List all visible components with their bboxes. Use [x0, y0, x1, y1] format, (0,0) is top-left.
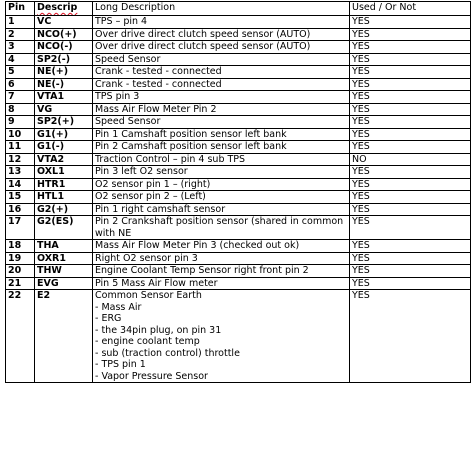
used-status-cell: YES: [350, 128, 471, 141]
used-status-cell: YES: [350, 277, 471, 290]
used-status-cell: YES: [350, 116, 471, 129]
long-description-cell: [93, 53, 350, 66]
pin-number-cell: 11: [6, 141, 35, 154]
table-row: [6, 66, 471, 79]
long-description-text: Engine Coolant Temp Sensor right front pin 2: [95, 265, 309, 276]
pin-number-cell: 14: [6, 178, 35, 191]
long-description-cell: [93, 16, 350, 29]
long-description-cell: [93, 252, 350, 265]
header-row: [6, 2, 471, 16]
table-row: [6, 41, 471, 54]
used-status-cell: YES: [350, 141, 471, 154]
used-status-cell: YES: [350, 240, 471, 253]
used-status-cell: YES: [350, 252, 471, 265]
pin-descrip-cell: VTA2: [35, 153, 93, 166]
long-description-text: Mass Air Flow Meter Pin 3 (checked out ok): [95, 240, 300, 251]
long-description-text: Pin 3 left O2 sensor: [95, 166, 188, 177]
used-status-cell: YES: [350, 265, 471, 278]
pin-descrip-cell: G2(ES): [35, 216, 93, 240]
pin-number-cell: 8: [6, 103, 35, 116]
pin-number-cell: 13: [6, 166, 35, 179]
long-description-cell: [93, 41, 350, 54]
pin-descrip-cell: HTR1: [35, 178, 93, 191]
sub-item: - Vapor Pressure Sensor: [95, 370, 208, 382]
table-row: [6, 28, 471, 41]
pin-descrip-cell: G1(+): [35, 128, 93, 141]
sub-item: - engine coolant temp: [95, 336, 200, 347]
long-description-text: O2 sensor pin 1 – (right): [95, 178, 211, 190]
long-description-cell: [93, 91, 350, 104]
pin-descrip-cell: SP2(-): [35, 53, 93, 66]
used-status-cell: YES: [350, 191, 471, 204]
pin-number-cell: 7: [6, 91, 35, 104]
pin-descrip-cell: THA: [35, 240, 93, 253]
long-description-text: Common Sensor Earth: [95, 290, 202, 301]
pin-descrip-cell: E2: [35, 290, 93, 383]
pin-descrip-cell: HTL1: [35, 191, 93, 204]
used-status-cell: YES: [350, 53, 471, 66]
long-description-cell: [93, 216, 350, 240]
long-description-text: Mass Air Flow Meter Pin 2: [95, 103, 217, 115]
pin-descrip-cell: VC: [35, 16, 93, 29]
table-row: [6, 53, 471, 66]
long-description-cell: [93, 290, 350, 383]
table-row: [6, 290, 471, 383]
long-description-text: TPS pin 3: [95, 91, 140, 102]
pin-number-cell: 22: [6, 290, 35, 383]
pin-descrip-cell: NCO(+): [35, 28, 93, 41]
pin-descrip-cell: G1(-): [35, 141, 93, 154]
long-description-cell: [93, 203, 350, 216]
header-descrip: [35, 2, 93, 16]
pin-number-cell: 15: [6, 191, 35, 204]
long-description-text: Crank - tested - connected: [95, 78, 222, 90]
pin-descrip-cell: NE(+): [35, 66, 93, 79]
sub-item: - sub (traction control) throttle: [95, 347, 240, 359]
pin-descrip-cell: EVG: [35, 277, 93, 290]
long-description-cell: [93, 240, 350, 253]
long-description-cell: [93, 78, 350, 91]
used-status-cell: YES: [350, 290, 471, 383]
table-row: [6, 265, 471, 278]
pin-descrip-cell: VTA1: [35, 91, 93, 104]
used-status-cell: YES: [350, 216, 471, 240]
table-row: [6, 252, 471, 265]
long-description-text: Right O2 sensor pin 3: [95, 252, 198, 264]
table-row: [6, 277, 471, 290]
long-description-cell: [93, 178, 350, 191]
table-row: [6, 103, 471, 116]
used-status-cell: YES: [350, 66, 471, 79]
table-row: [6, 141, 471, 154]
table-row: [6, 240, 471, 253]
long-description-text: Speed Sensor: [95, 116, 161, 127]
used-status-cell: YES: [350, 91, 471, 104]
long-description-text: Pin 5 Mass Air Flow meter: [95, 277, 218, 289]
used-status-cell: YES: [350, 103, 471, 116]
table-row: [6, 153, 471, 166]
pin-number-cell: 12: [6, 153, 35, 166]
table-row: [6, 78, 471, 91]
sub-item: - the 34pin plug, on pin 31: [95, 324, 222, 336]
long-description-text: O2 sensor pin 2 – (Left): [95, 191, 206, 202]
pin-number-cell: 1: [6, 16, 35, 29]
pin-number-cell: 16: [6, 203, 35, 216]
table-row: [6, 166, 471, 179]
used-status-cell: YES: [350, 28, 471, 41]
pin-number-cell: 20: [6, 265, 35, 278]
table-row: [6, 116, 471, 129]
long-description-cell: [93, 277, 350, 290]
table-row: [6, 216, 471, 240]
pin-descrip-cell: OXL1: [35, 166, 93, 179]
long-description-cell: [93, 66, 350, 79]
pin-descrip-cell: THW: [35, 265, 93, 278]
header-used: Used / Or Not: [350, 2, 471, 16]
long-description-text: Over drive direct clutch speed sensor (AUTO): [95, 41, 311, 52]
table-row: [6, 16, 471, 29]
long-description-text: Pin 1 Camshaft position sensor left bank: [95, 128, 287, 140]
pin-descrip-cell: VG: [35, 103, 93, 116]
pin-number-cell: 21: [6, 277, 35, 290]
used-status-cell: YES: [350, 166, 471, 179]
pin-descrip-cell: NE(-): [35, 78, 93, 91]
long-description-text: TPS – pin 4: [95, 16, 148, 27]
long-description-text: Pin 1 right camshaft sensor: [95, 203, 226, 215]
long-description-cell: [93, 265, 350, 278]
pin-number-cell: 18: [6, 240, 35, 253]
used-status-cell: YES: [350, 78, 471, 91]
long-description-cell: [93, 166, 350, 179]
table-row: [6, 203, 471, 216]
used-status-cell: NO: [350, 153, 471, 166]
long-description-cell: [93, 28, 350, 41]
table-row: [6, 91, 471, 104]
pin-table: [5, 1, 471, 383]
pin-number-cell: 17: [6, 216, 35, 240]
used-status-cell: YES: [350, 203, 471, 216]
long-description-text: Traction Control – pin 4 sub TPS: [95, 153, 246, 165]
used-status-cell: YES: [350, 178, 471, 191]
sub-item: - ERG: [95, 313, 122, 324]
pin-descrip-cell: G2(+): [35, 203, 93, 216]
long-description-cell: [93, 141, 350, 154]
long-description-cell: [93, 103, 350, 116]
header-long-description: Long Description: [93, 2, 350, 16]
long-description-cell: [93, 116, 350, 129]
pin-number-cell: 5: [6, 66, 35, 79]
pin-descrip-cell: NCO(-): [35, 41, 93, 54]
table-row: [6, 191, 471, 204]
long-description-text: Pin 2 Camshaft position sensor left bank: [95, 141, 287, 152]
pin-number-cell: 10: [6, 128, 35, 141]
long-description-cell: [93, 191, 350, 204]
pin-descrip-cell: OXR1: [35, 252, 93, 265]
long-description-text: Pin 2 Crankshaft position sensor (shared in common with NE: [95, 216, 344, 239]
long-description-text: Speed Sensor: [95, 53, 161, 65]
used-status-cell: YES: [350, 41, 471, 54]
sub-item: - Mass Air: [95, 301, 142, 313]
used-status-cell: YES: [350, 16, 471, 29]
long-description-cell: [93, 153, 350, 166]
pin-number-cell: 6: [6, 78, 35, 91]
table-row: [6, 128, 471, 141]
pin-descrip-cell: SP2(+): [35, 116, 93, 129]
header-descrip-text: Descrip: [37, 2, 78, 13]
long-description-text: Crank - tested - connected: [95, 66, 222, 77]
pin-number-cell: 4: [6, 53, 35, 66]
pin-number-cell: 9: [6, 116, 35, 129]
table-row: [6, 178, 471, 191]
pin-number-cell: 3: [6, 41, 35, 54]
long-description-cell: [93, 128, 350, 141]
pin-number-cell: 2: [6, 28, 35, 41]
sub-item: - TPS pin 1: [95, 359, 146, 370]
header-pin: Pin: [6, 2, 35, 16]
pin-number-cell: 19: [6, 252, 35, 265]
long-description-text: Over drive direct clutch speed sensor (AUTO): [95, 28, 311, 40]
